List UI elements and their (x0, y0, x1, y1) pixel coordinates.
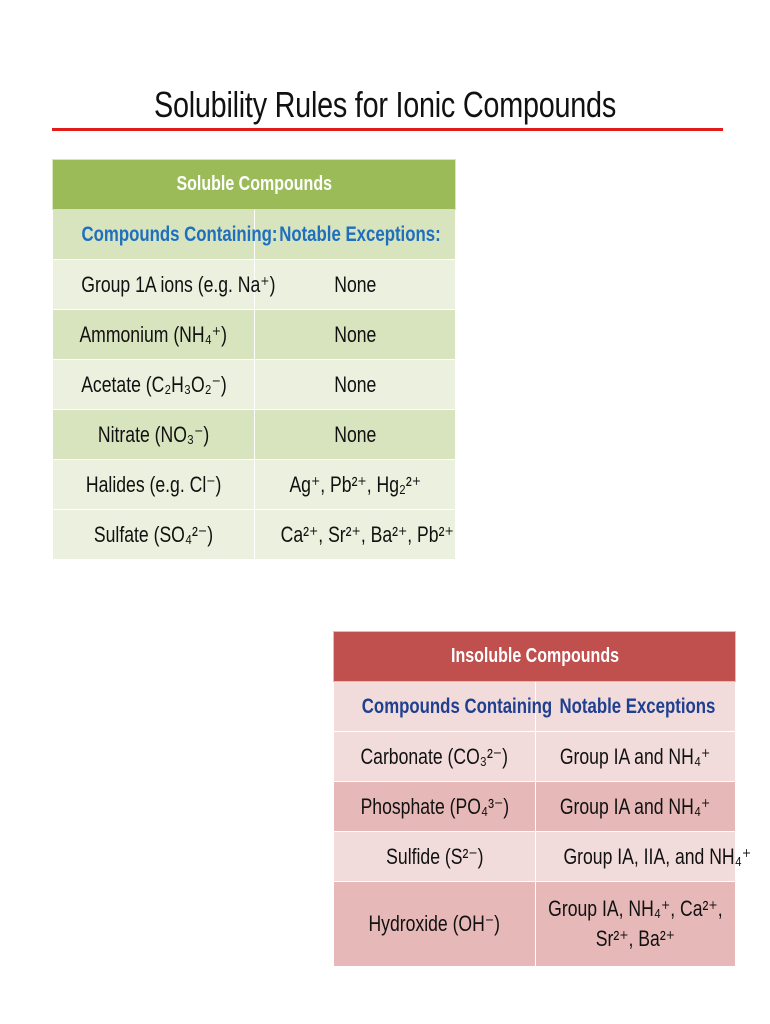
compound-cell (53, 360, 255, 410)
compound-text: Acetate (C₂H₃O₂⁻) (80, 371, 227, 397)
exception-cell (536, 782, 736, 832)
exception-text: Group IA, NH₄⁺, Ca²⁺, Sr²⁺, Ba²⁺ (548, 896, 723, 951)
title-underline (52, 128, 723, 131)
insoluble-banner-label: Insoluble Compounds (450, 645, 619, 667)
table-row (53, 510, 456, 560)
exception-cell (255, 310, 456, 360)
exception-cell (255, 410, 456, 460)
exception-text: None (333, 321, 377, 347)
soluble-banner (53, 160, 456, 210)
compound-text: Group 1A ions (e.g. Na⁺) (81, 271, 276, 297)
soluble-col2-label: Notable Exceptions: (279, 222, 441, 246)
table-row (53, 460, 456, 510)
soluble-banner-label: Soluble Compounds (176, 173, 332, 195)
table-row (53, 260, 456, 310)
table-row (53, 310, 456, 360)
table-row (334, 782, 736, 832)
soluble-compounds-table (52, 159, 456, 560)
compound-cell (53, 460, 255, 510)
compound-text: Phosphate (PO₄³⁻) (360, 793, 509, 819)
insoluble-col2-label: Notable Exceptions (559, 694, 716, 718)
exception-text: Group IA and NH₄⁺ (560, 743, 711, 769)
compound-text: Halides (e.g. Cl⁻) (85, 471, 222, 497)
exception-text: Ag⁺, Pb²⁺, Hg₂²⁺ (289, 471, 421, 497)
compound-text: Hydroxide (OH⁻) (368, 911, 501, 936)
table-row (334, 882, 736, 967)
compound-text: Nitrate (NO₃⁻) (97, 421, 210, 447)
compound-cell (334, 782, 536, 832)
insoluble-compounds-table (333, 631, 752, 967)
compound-cell (334, 882, 536, 967)
insoluble-col1-label: Compounds Containing (361, 694, 553, 718)
insoluble-col-compounds-header (334, 682, 553, 732)
compound-cell (53, 260, 276, 310)
exception-cell (536, 882, 736, 967)
compound-text: Ammonium (NH₄⁺) (79, 321, 228, 347)
insoluble-banner (334, 632, 736, 682)
exception-text: Group IA and NH₄⁺ (560, 793, 711, 819)
exception-text: None (333, 371, 377, 397)
exception-text: Ca²⁺, Sr²⁺, Ba²⁺, Pb²⁺ (280, 521, 454, 547)
insoluble-col-exceptions-header (536, 682, 736, 732)
compound-cell (334, 832, 536, 882)
table-row (53, 410, 456, 460)
compound-cell (53, 310, 255, 360)
compound-cell (53, 410, 255, 460)
exception-cell (255, 460, 456, 510)
soluble-col-exceptions-header (255, 210, 456, 260)
exception-cell (536, 832, 752, 882)
compound-cell (334, 732, 536, 782)
compound-text: Sulfate (SO₄²⁻) (93, 521, 214, 547)
page-title: Solubility Rules for Ionic Compounds (154, 84, 616, 125)
table-row (334, 732, 736, 782)
exception-cell (536, 732, 736, 782)
compound-cell (53, 510, 255, 560)
compound-text: Sulfide (S²⁻) (385, 843, 484, 869)
table-row (53, 360, 456, 410)
exception-cell (255, 360, 456, 410)
soluble-col-compounds-header (53, 210, 278, 260)
compound-text: Carbonate (CO₃²⁻) (360, 743, 509, 769)
table-row (334, 832, 736, 882)
exception-text: None (333, 421, 377, 447)
soluble-col1-label: Compounds Containing: (81, 222, 278, 246)
exception-cell (255, 510, 456, 560)
exception-cell (255, 260, 456, 310)
exception-text: None (333, 271, 377, 297)
exception-text: Group IA, IIA, and NH₄⁺ (563, 843, 752, 869)
